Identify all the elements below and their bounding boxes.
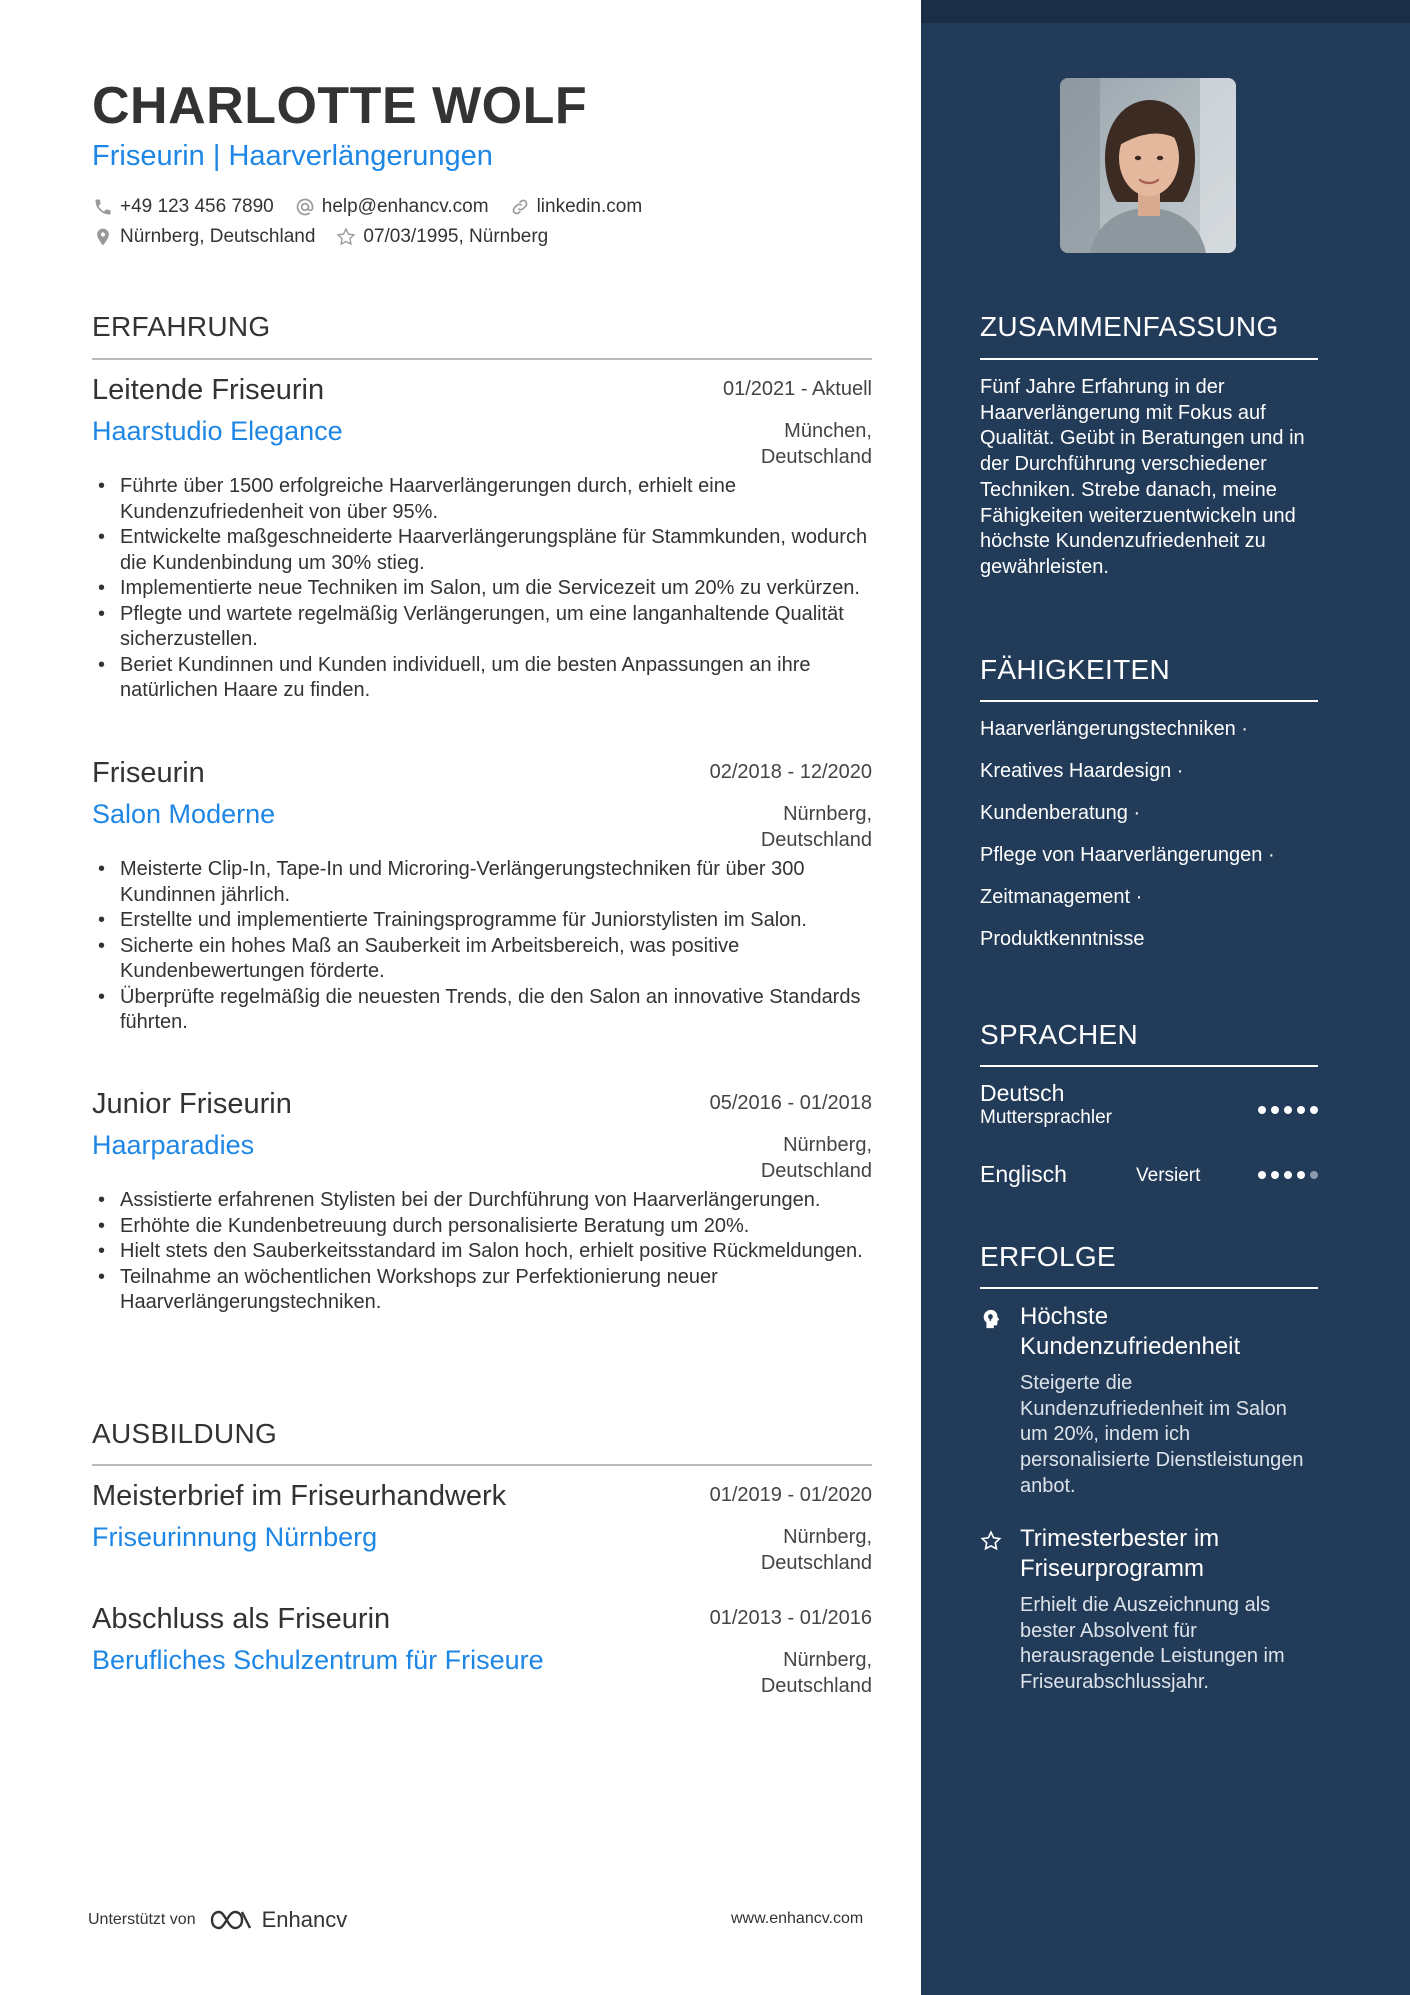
list-item: • Assistierte erfahrenen Stylisten bei der Durchführung von Haarverlängerungen. (120, 1188, 872, 1214)
achievement-title: Trimesterbester im Friseurprogramm (1020, 1525, 1220, 1582)
skills-divider (980, 700, 1318, 702)
rating-dot (1258, 1106, 1266, 1114)
location-pin-icon (92, 226, 114, 248)
summary-text: Fünf Jahre Erfahrung in der Haarverlängerung mit Fokus auf Qualität. Geübt in Beratungen und in der Durchführung verschiedener Techniken. Strebe danach, meine Fähigkeiten weiterzuentwickeln und höchste Kundenzufriedenheit zu gewährleisten. (980, 376, 1305, 578)
experience-heading: ERFAHRUNG (92, 311, 271, 342)
education-date: 01/2019 - 01/2020 (709, 1484, 872, 1506)
job-date: 01/2021 - Aktuell (723, 378, 872, 400)
footer-powered-by: Unterstützt von Enhancv (88, 1907, 348, 1932)
summary-divider (980, 358, 1318, 360)
contact-linkedin[interactable]: linkedin.com (509, 196, 643, 218)
language-item-deutsch (980, 1080, 1318, 1138)
education-location: Nürnberg, Deutschland (760, 1526, 872, 1574)
language-name: Deutsch (980, 1080, 1065, 1106)
job-date: 02/2018 - 12/2020 (709, 761, 872, 783)
experience-divider (92, 358, 872, 360)
rating-dot (1297, 1171, 1305, 1179)
enhancv-brand: Enhancv (261, 1907, 348, 1932)
job-role: Leitende Friseurin (92, 374, 325, 406)
language-level: Versiert (1136, 1165, 1201, 1186)
link-icon (509, 196, 531, 218)
list-item: • Überprüfte regelmäßig die neuesten Trends, die den Salon an innovative Standards führten. (120, 985, 872, 1036)
contact-phone: +49 123 456 7890 (92, 196, 274, 218)
job-company[interactable]: Haarparadies (92, 1130, 255, 1160)
star-icon (335, 226, 357, 248)
skill-item: Kundenberatung · (980, 802, 1141, 824)
list-item: • Pflegte und wartete regelmäßig Verlängerungen, um eine langanhaltende Qualität sicherzustellen. (120, 602, 872, 653)
contact-email[interactable]: help@enhancv.com (294, 196, 489, 218)
skills-heading: FÄHIGKEITEN (980, 654, 1170, 685)
job-bullets (92, 857, 872, 1036)
achievement-title: Höchste Kundenzufriedenheit (1020, 1303, 1241, 1360)
degree-title: Abschluss als Friseurin (92, 1603, 391, 1635)
rating-dot (1310, 1171, 1318, 1179)
list-item: • Implementierte neue Techniken im Salon, um die Servicezeit um 20% zu verkürzen. (120, 576, 872, 602)
contact-location: Nürnberg, Deutschland (92, 226, 315, 248)
school-name[interactable]: Friseurinnung Nürnberg (92, 1522, 378, 1552)
degree-title: Meisterbrief im Friseurhandwerk (92, 1480, 507, 1512)
languages-heading: SPRACHEN (980, 1019, 1138, 1050)
skill-item: Haarverlängerungstechniken · (980, 718, 1248, 740)
achievement-text: Steigerte die Kundenzufriedenheit im Salon um 20%, indem ich personalisierte Dienstleistungen anbot. (1020, 1372, 1304, 1497)
job-date: 05/2016 - 01/2018 (709, 1092, 872, 1114)
rating-dot (1284, 1171, 1292, 1179)
at-icon (294, 196, 316, 218)
job-bullets (92, 474, 872, 704)
education-location: Nürnberg, Deutschland (760, 1649, 872, 1697)
skill-item: Kreatives Haardesign · (980, 760, 1184, 782)
contact-info (92, 192, 662, 252)
rating-dot (1258, 1171, 1266, 1179)
rating-dot (1310, 1106, 1318, 1114)
achievements-heading: ERFOLGE (980, 1241, 1116, 1272)
head-icon (980, 1308, 1002, 1330)
languages-divider (980, 1065, 1318, 1067)
language-item-englisch (980, 1161, 1318, 1193)
language-level: Muttersprachler (980, 1107, 1112, 1128)
education-heading: AUSBILDUNG (92, 1418, 278, 1449)
profile-photo (1060, 78, 1236, 253)
achievement-text: Erhielt die Auszeichnung als bester Absolvent für herausragende Leistungen im Friseurabschlussjahr. (1020, 1594, 1285, 1694)
footer-website[interactable]: www.enhancv.com (731, 1910, 864, 1927)
enhancv-logo-icon (208, 1908, 254, 1932)
job-company[interactable]: Salon Moderne (92, 799, 276, 829)
list-item: • Beriet Kundinnen und Kunden individuell, um die besten Anpassungen an ihre natürlichen Haare zu finden. (120, 653, 872, 704)
summary-heading: ZUSAMMENFASSUNG (980, 311, 1279, 342)
skill-item: Zeitmanagement · (980, 886, 1143, 908)
job-location: Nürnberg, Deutschland (760, 1134, 872, 1182)
candidate-title: Friseurin | Haarverlängerungen (92, 140, 493, 172)
list-item: • Hielt stets den Sauberkeitsstandard im Salon hoch, erhielt positive Rückmeldungen. (120, 1239, 872, 1265)
list-item: • Erstellte und implementierte Trainingsprogramme für Juniorstylisten im Salon. (120, 908, 872, 934)
skills-list (980, 716, 1320, 968)
phone-icon (92, 196, 114, 218)
list-item: • Teilnahme an wöchentlichen Workshops zur Perfektionierung neuer Haarverlängerungstechniken. (120, 1265, 872, 1316)
star-outline-icon (980, 1530, 1002, 1552)
education-date: 01/2013 - 01/2016 (709, 1607, 872, 1629)
language-rating (1258, 1171, 1318, 1179)
school-name[interactable]: Berufliches Schulzentrum für Friseure (92, 1645, 544, 1675)
achievement-item-2 (980, 1524, 1320, 1704)
language-rating (1258, 1106, 1318, 1114)
list-item: • Entwickelte maßgeschneiderte Haarverlängerungspläne für Stammkunden, wodurch die Kundenbindung um 30% stieg. (120, 525, 872, 576)
sidebar-top-bar (921, 0, 1410, 23)
job-bullets (92, 1188, 872, 1316)
rating-dot (1271, 1106, 1279, 1114)
skill-item: Pflege von Haarverlängerungen · (980, 844, 1275, 866)
education-divider (92, 1464, 872, 1466)
job-location: München, Deutschland (760, 420, 872, 468)
job-role: Friseurin (92, 757, 205, 789)
contact-birth: 07/03/1995, Nürnberg (335, 226, 548, 248)
list-item: • Führte über 1500 erfolgreiche Haarverlängerungen durch, erhielt eine Kundenzufriedenheit von über 95%. (120, 474, 872, 525)
rating-dot (1297, 1106, 1305, 1114)
job-location: Nürnberg, Deutschland (760, 803, 872, 851)
list-item: • Erhöhte die Kundenbetreuung durch personalisierte Beratung um 20%. (120, 1214, 872, 1240)
rating-dot (1284, 1106, 1292, 1114)
language-name: Englisch (980, 1161, 1067, 1187)
list-item: • Sicherte ein hohes Maß an Sauberkeit im Arbeitsbereich, was positive Kundenbewertungen förderte. (120, 934, 872, 985)
rating-dot (1271, 1171, 1279, 1179)
achievements-divider (980, 1287, 1318, 1289)
job-company[interactable]: Haarstudio Elegance (92, 416, 343, 446)
list-item: • Meisterte Clip-In, Tape-In und Microring-Verlängerungstechniken für über 300 Kundinnen jährlich. (120, 857, 872, 908)
job-role: Junior Friseurin (92, 1088, 292, 1120)
skill-item: Produktkenntnisse (980, 928, 1145, 950)
achievement-item-1 (980, 1302, 1320, 1502)
candidate-name: CHARLOTTE WOLF (92, 77, 588, 135)
